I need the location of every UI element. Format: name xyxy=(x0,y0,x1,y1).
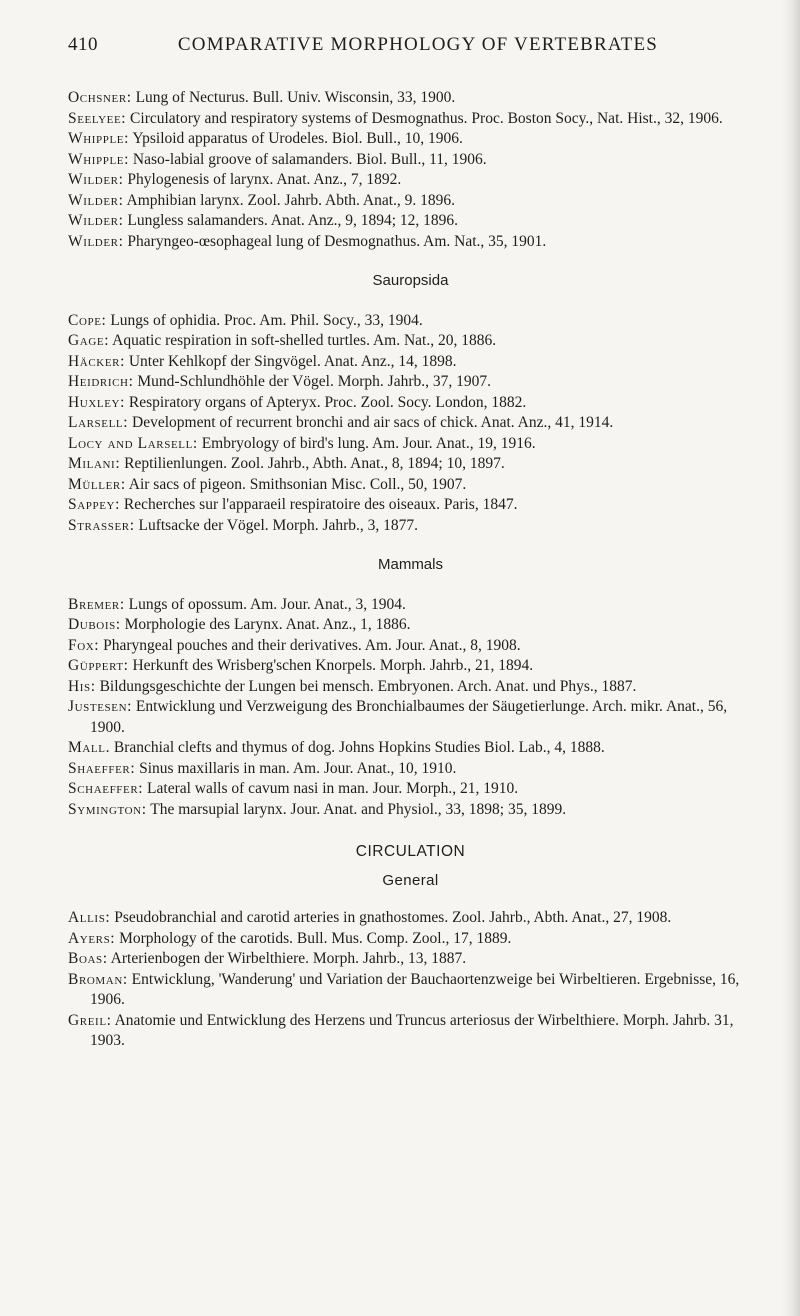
entry-text: Bildungsgeschichte der Lungen bei mensch. Embryonen. Arch. Anat. und Phys., 1887. xyxy=(95,677,637,695)
bib-entry xyxy=(68,331,753,352)
entry-text: Morphologie des Larynx. Anat. Anz., 1, 1886. xyxy=(120,616,411,633)
page-edge-shadow xyxy=(782,0,800,1316)
bib-entry xyxy=(68,434,753,455)
section-amphibia-continued xyxy=(68,88,753,252)
bib-entry xyxy=(68,475,753,496)
entry-text: Arterienbogen der Wirbelthiere. Morph. Jahrb., 13, 1887. xyxy=(107,950,467,967)
bib-entry xyxy=(68,759,753,780)
entry-text: The marsupial larynx. Jour. Anat. and Physiol., 33, 1898; 35, 1899. xyxy=(146,800,567,818)
bib-entry xyxy=(68,949,753,970)
entry-author: Müller: xyxy=(68,475,126,493)
bib-entry xyxy=(68,311,753,332)
entry-author: Milani: xyxy=(68,455,121,472)
entry-text: Unter Kehlkopf der Singvögel. Anat. Anz., 14, 1898. xyxy=(124,352,457,370)
page-header xyxy=(68,34,768,64)
section-heading: Sauropsida xyxy=(372,272,449,289)
bib-entry xyxy=(68,232,753,253)
entry-author: Larsell: xyxy=(68,414,129,431)
entry-text: Luftsacke der Vögel. Morph. Jahrb., 3, 1877. xyxy=(134,516,419,534)
entry-text: Lungs of ophidia. Proc. Am. Phil. Socy., 33, 1904. xyxy=(106,311,423,329)
bib-entry xyxy=(68,970,753,1011)
bib-entry xyxy=(68,1011,753,1052)
entry-text: Respiratory organs of Apteryx. Proc. Zool. Socy. London, 1882. xyxy=(124,393,527,411)
bibliography-content xyxy=(68,88,753,1052)
entry-author: Shaeffer: xyxy=(68,759,136,777)
entry-text: Herkunft des Wrisberg'schen Knorpels. Morph. Jahrb., 21, 1894. xyxy=(128,657,534,674)
entry-author: Whipple: xyxy=(68,150,130,168)
entry-text: Naso-labial groove of salamanders. Biol. Bull., 11, 1906. xyxy=(129,150,487,168)
entry-author: Whipple: xyxy=(68,130,130,147)
entry-text: Amphibian larynx. Zool. Jahrb. Abth. Anat., 9. 1896. xyxy=(123,191,456,209)
chapter-heading: CIRCULATION xyxy=(355,843,466,860)
entry-author: Dubois: xyxy=(68,616,121,633)
bib-entry xyxy=(68,352,753,373)
bib-entry xyxy=(68,636,753,657)
bib-entry xyxy=(68,908,753,929)
entry-text: Ypsiloid apparatus of Urodeles. Biol. Bull., 10, 1906. xyxy=(129,130,463,147)
entry-text: Pharyngeal pouches and their derivatives. Am. Jour. Anat., 8, 1908. xyxy=(99,636,521,654)
entry-text: Entwicklung und Verzweigung des Bronchialbaumes der Säugetierlunge. Arch. mikr. Anat., 56, 1900. xyxy=(90,698,728,736)
section-heading: Mammals xyxy=(377,556,443,573)
bib-entry xyxy=(68,656,753,677)
entry-author: Wilder: xyxy=(68,212,124,229)
bib-entry xyxy=(68,800,753,821)
bib-entry xyxy=(68,129,753,150)
bib-entry xyxy=(68,150,753,171)
entry-text: Aquatic respiration in soft-shelled turtles. Am. Nat., 20, 1886. xyxy=(109,332,497,349)
entry-author: Güppert: xyxy=(68,657,129,674)
entry-author: Strasser: xyxy=(68,516,135,534)
entry-author: Bremer: xyxy=(68,595,125,613)
entry-text: Air sacs of pigeon. Smithsonian Misc. Coll., 50, 1907. xyxy=(125,475,467,493)
entry-text: Recherches sur l'apparaeil respiratoire des oiseaux. Paris, 1847. xyxy=(119,496,518,513)
bib-entry xyxy=(68,595,753,616)
bib-entry xyxy=(68,929,753,950)
entry-text: Reptilienlungen. Zool. Jahrb., Abth. Anat., 8, 1894; 10, 1897. xyxy=(120,455,505,472)
page-number: 410 xyxy=(68,34,98,55)
entry-author: Ayers: xyxy=(68,929,116,947)
entry-text: Lungless salamanders. Anat. Anz., 9, 1894; 12, 1896. xyxy=(123,212,459,229)
bib-entry xyxy=(68,738,753,759)
bib-entry xyxy=(68,495,753,516)
entry-text: Pseudobranchial and carotid arteries in gnathostomes. Zool. Jahrb., Abth. Anat., 27, 1908. xyxy=(110,909,672,926)
entry-author: Fox: xyxy=(68,636,100,654)
entry-author: Ochsner: xyxy=(68,89,132,106)
bib-entry xyxy=(68,372,753,393)
entry-text: Mund-Schlundhöhle der Vögel. Morph. Jahrb., 37, 1907. xyxy=(133,373,491,390)
bib-entry xyxy=(68,516,753,537)
entry-text: Anatomie und Entwicklung des Herzens und Truncus arteriosus der Wirbelthiere. Morph. Jahrb. 31, 1903. xyxy=(90,1011,734,1049)
entry-text: Lateral walls of cavum nasi in man. Jour. Morph., 21, 1910. xyxy=(143,780,519,797)
bib-entry xyxy=(68,170,753,191)
bib-entry xyxy=(68,615,753,636)
entry-author: Heidrich: xyxy=(68,373,134,390)
entry-author: Greil: xyxy=(68,1011,112,1029)
bib-entry xyxy=(68,677,753,698)
bib-entry xyxy=(68,779,753,800)
entry-author: Häcker: xyxy=(68,352,125,370)
entry-text: Morphology of the carotids. Bull. Mus. Comp. Zool., 17, 1889. xyxy=(115,929,512,947)
section-mammals xyxy=(68,555,753,820)
entry-author: Locy and Larsell: xyxy=(68,434,198,452)
entry-text: Development of recurrent bronchi and air sacs of chick. Anat. Anz., 41, 1914. xyxy=(128,414,614,431)
entry-author: Schaeffer: xyxy=(68,780,144,797)
entry-text: Lung of Necturus. Bull. Univ. Wisconsin, 33, 1900. xyxy=(131,89,456,106)
entry-author: Cope: xyxy=(68,311,107,329)
entry-author: Mall. xyxy=(68,739,111,756)
bib-entry xyxy=(68,211,753,232)
bib-entry xyxy=(68,393,753,414)
bib-entry xyxy=(68,413,753,434)
section-sauropsida xyxy=(68,271,753,536)
entry-author: Sappey: xyxy=(68,496,120,513)
entry-text: Branchial clefts and thymus of dog. Johns Hopkins Studies Biol. Lab., 4, 1888. xyxy=(110,739,605,756)
entry-author: Broman: xyxy=(68,970,128,988)
entry-text: Lungs of opossum. Am. Jour. Anat., 3, 1904. xyxy=(124,595,406,613)
entry-text: Circulatory and respiratory systems of Desmognathus. Proc. Boston Socy., Nat. Hist., 32, 1906. xyxy=(126,109,723,127)
entry-author: Allis: xyxy=(68,909,111,926)
entry-text: Entwicklung, 'Wanderung' und Variation der Bauchaortenzweige bei Wirbeltieren. Ergebnisse, 16, 1906. xyxy=(90,970,740,1008)
bib-entry xyxy=(68,88,753,109)
entry-author: Justesen: xyxy=(68,698,133,715)
subsection-heading: General xyxy=(382,871,439,889)
bib-entry xyxy=(68,454,753,475)
entry-text: Phylogenesis of larynx. Anat. Anz., 7, 1892. xyxy=(123,171,402,188)
entry-author: Gage: xyxy=(68,332,110,349)
entry-author: Seelyee: xyxy=(68,109,127,127)
entry-author: Huxley: xyxy=(68,393,125,411)
entry-text: Pharyngeo-œsophageal lung of Desmognathus. Am. Nat., 35, 1901. xyxy=(123,232,547,250)
entry-text: Embryology of bird's lung. Am. Jour. Anat., 19, 1916. xyxy=(197,434,536,452)
bib-entry xyxy=(68,697,753,738)
section-circulation xyxy=(68,842,753,1052)
running-head: COMPARATIVE MORPHOLOGY OF VERTEBRATES xyxy=(177,34,659,55)
bib-entry xyxy=(68,191,753,212)
entry-author: Wilder: xyxy=(68,171,124,188)
entry-author: His: xyxy=(68,677,96,695)
entry-author: Wilder: xyxy=(68,232,124,250)
entry-author: Symington: xyxy=(68,800,147,818)
entry-author: Boas: xyxy=(68,950,108,967)
entry-text: Sinus maxillaris in man. Am. Jour. Anat., 10, 1910. xyxy=(135,759,457,777)
entry-author: Wilder: xyxy=(68,191,124,209)
bib-entry xyxy=(68,109,753,130)
